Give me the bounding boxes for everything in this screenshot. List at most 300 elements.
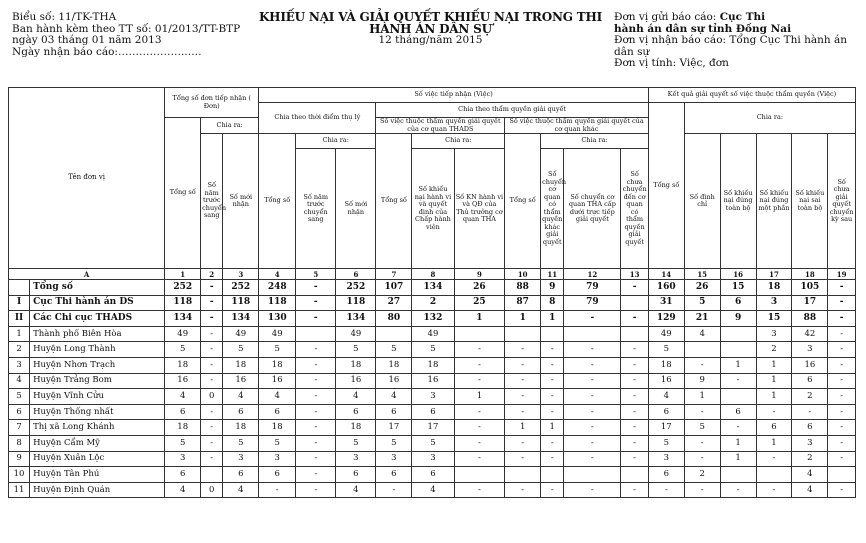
cell-col-8: 5	[412, 342, 454, 358]
cell-col-2: -	[201, 420, 223, 436]
cell-col-7: 27	[376, 295, 412, 311]
cell-col-15: -	[684, 435, 720, 451]
index-cell: 13	[621, 269, 648, 280]
header-center	[258, 11, 603, 47]
cell-col-19: -	[828, 295, 856, 311]
col-received-split: Chia ra:	[201, 118, 259, 134]
cell-col-14: 17	[648, 420, 684, 436]
cell-col-6: 252	[336, 280, 376, 296]
cell-col-15: 1	[684, 389, 720, 405]
cell-col-18: 105	[792, 280, 828, 296]
col-by-authority: Chia theo thẩm quyền giải quyết	[376, 103, 648, 118]
cell-col-16: 6	[720, 404, 756, 420]
cell-col-18: 17	[792, 295, 828, 311]
col-received-total: Tổng số đơn tiếp nhận ( Đơn)	[165, 88, 259, 118]
index-cell: 11	[541, 269, 564, 280]
row-number: 8	[9, 435, 30, 451]
cell-col-2: -	[201, 326, 223, 342]
cell-col-13: -	[621, 357, 648, 373]
col-other-split: Chia ra:	[541, 134, 649, 149]
cell-col-13: -	[621, 373, 648, 389]
cell-col-11: -	[541, 357, 564, 373]
col-cases-received: Số việc tiếp nhận (Việc)	[259, 88, 649, 103]
cell-col-2: 0	[201, 482, 223, 498]
cell-col-5: -	[296, 420, 336, 436]
cell-col-14: 160	[648, 280, 684, 296]
index-cell: 2	[201, 269, 223, 280]
cell-col-6: 49	[336, 326, 376, 342]
cell-col-19: -	[828, 389, 856, 405]
row-number: 10	[9, 467, 30, 483]
cell-col-18: 16	[792, 357, 828, 373]
col-unit-name: Tên đơn vị	[9, 88, 165, 269]
cell-col-15: 5	[684, 295, 720, 311]
row-number: 4	[9, 373, 30, 389]
cell-col-8: 3	[412, 451, 454, 467]
report-title-line2: HÀNH ÁN DÂN SỰ	[369, 22, 492, 36]
cell-col-10: -	[505, 482, 541, 498]
cell-col-4: 3	[259, 451, 296, 467]
complaint-statistics-table	[8, 87, 856, 498]
cell-col-11: -	[541, 342, 564, 358]
cell-col-7: 4	[376, 389, 412, 405]
row-number: I	[9, 295, 30, 311]
col-7-total: Tổng số	[376, 134, 412, 269]
index-cell: 12	[564, 269, 621, 280]
row-number	[9, 280, 30, 296]
cell-col-14: -	[648, 482, 684, 498]
cell-col-8: 18	[412, 357, 454, 373]
cell-col-18: 6	[792, 373, 828, 389]
cell-col-1: 5	[165, 435, 201, 451]
cell-col-4: 130	[259, 311, 296, 327]
issued-date: ngày 03 tháng 01 năm 2013	[12, 34, 162, 46]
cell-col-6: 18	[336, 420, 376, 436]
cell-col-14: 16	[648, 373, 684, 389]
cell-col-16: 1	[720, 357, 756, 373]
cell-col-5: -	[296, 435, 336, 451]
cell-col-17: 2	[756, 342, 792, 358]
cell-col-19: -	[828, 404, 856, 420]
cell-col-2: -	[201, 280, 223, 296]
cell-col-12: -	[564, 357, 621, 373]
cell-col-1: 16	[165, 373, 201, 389]
cell-col-5: -	[296, 295, 336, 311]
cell-col-2: 0	[201, 389, 223, 405]
cell-col-13	[621, 467, 648, 483]
cell-col-8: 4	[412, 482, 454, 498]
cell-col-7	[376, 326, 412, 342]
unit-name: Huyện Định Quán	[30, 482, 165, 498]
cell-col-12: -	[564, 342, 621, 358]
cell-col-6: 5	[336, 342, 376, 358]
cell-col-2: -	[201, 357, 223, 373]
cell-col-19: -	[828, 482, 856, 498]
table-row	[9, 467, 856, 483]
cell-col-12	[564, 326, 621, 342]
cell-col-11	[541, 326, 564, 342]
cell-col-3: 4	[223, 482, 259, 498]
receiver-cont: dân sự	[614, 45, 650, 58]
cell-col-18: 3	[792, 435, 828, 451]
cell-col-3: 6	[223, 404, 259, 420]
header-left	[12, 12, 262, 58]
cell-col-1: 4	[165, 482, 201, 498]
cell-col-9: 26	[454, 280, 505, 296]
cell-col-16: 15	[720, 280, 756, 296]
cell-col-13: -	[621, 482, 648, 498]
index-cell: 4	[259, 269, 296, 280]
cell-col-14: 5	[648, 342, 684, 358]
reporter-name-cont: hành án dân sự tỉnh Đồng Nai	[614, 22, 792, 35]
index-cell: 17	[756, 269, 792, 280]
cell-col-9	[454, 326, 505, 342]
cell-col-12: 79	[564, 295, 621, 311]
cell-col-2: -	[201, 435, 223, 451]
cell-col-18: -	[792, 404, 828, 420]
cell-col-19	[828, 467, 856, 483]
cell-col-8: 132	[412, 311, 454, 327]
table-row	[9, 420, 856, 436]
cell-col-18: 4	[792, 467, 828, 483]
cell-col-17: 15	[756, 311, 792, 327]
cell-col-8: 6	[412, 404, 454, 420]
col-other-authority: Số việc thuộc thẩm quyền giải quyết của cơ quan khác	[505, 118, 649, 134]
cell-col-5: -	[296, 373, 336, 389]
cell-col-10: -	[505, 373, 541, 389]
cell-col-1: 18	[165, 357, 201, 373]
cell-col-12: -	[564, 373, 621, 389]
cell-col-19: -	[828, 342, 856, 358]
cell-col-9: -	[454, 420, 505, 436]
cell-col-7: 3	[376, 451, 412, 467]
cell-col-9	[454, 467, 505, 483]
cell-col-18: 2	[792, 389, 828, 405]
cell-col-16	[720, 326, 756, 342]
col-11-transfer-other: Số chuyển cơ quan có thẩm quyền khác giải quyết	[541, 149, 564, 269]
cell-col-4: 5	[259, 342, 296, 358]
table-row	[9, 280, 856, 296]
cell-col-4: 4	[259, 389, 296, 405]
cell-col-17: -	[756, 482, 792, 498]
cell-col-15: 26	[684, 280, 720, 296]
cell-col-11: -	[541, 389, 564, 405]
unit-name: Thị xã Long Khánh	[30, 420, 165, 436]
cell-col-6: 5	[336, 435, 376, 451]
cell-col-13: -	[621, 389, 648, 405]
cell-col-8: 134	[412, 280, 454, 296]
cell-col-1: 134	[165, 311, 201, 327]
cell-col-6: 134	[336, 311, 376, 327]
cell-col-3: 49	[223, 326, 259, 342]
cell-col-4: 49	[259, 326, 296, 342]
cell-col-16	[720, 389, 756, 405]
col-17-partly-correct: Số khiếu nại đúng một phần	[756, 134, 792, 269]
cell-col-17: 3	[756, 326, 792, 342]
cell-col-2: -	[201, 373, 223, 389]
cell-col-16	[720, 342, 756, 358]
index-cell: 19	[828, 269, 856, 280]
index-cell: A	[9, 269, 165, 280]
cell-col-2: -	[201, 342, 223, 358]
index-cell: 15	[684, 269, 720, 280]
index-cell: 8	[412, 269, 454, 280]
table-row	[9, 295, 856, 311]
cell-col-17: -	[756, 404, 792, 420]
cell-col-10: -	[505, 357, 541, 373]
cell-col-4: -	[259, 482, 296, 498]
cell-col-7: 18	[376, 357, 412, 373]
table-row	[9, 482, 856, 498]
cell-col-11: 8	[541, 295, 564, 311]
cell-col-16	[720, 467, 756, 483]
cell-col-12: -	[564, 451, 621, 467]
cell-col-12: -	[564, 404, 621, 420]
cell-col-8: 16	[412, 373, 454, 389]
cell-col-9: 1	[454, 311, 505, 327]
cell-col-5: -	[296, 280, 336, 296]
cell-col-14: 6	[648, 467, 684, 483]
cell-col-13	[621, 295, 648, 311]
cell-col-7: 5	[376, 342, 412, 358]
cell-col-5: -	[296, 482, 336, 498]
col-2-carried: Số năm trước chuyển sang	[201, 134, 223, 269]
unit-label: Đơn vị tính: Việc, đơn	[614, 57, 729, 69]
cell-col-15: 4	[684, 326, 720, 342]
row-number: 11	[9, 482, 30, 498]
cell-col-17	[756, 467, 792, 483]
cell-col-4: 248	[259, 280, 296, 296]
cell-col-12	[564, 467, 621, 483]
table-row	[9, 311, 856, 327]
cell-col-11: 9	[541, 280, 564, 296]
reporter-label: Đơn vị gửi báo cáo:	[614, 11, 720, 23]
cell-col-7: 107	[376, 280, 412, 296]
cell-col-10: -	[505, 342, 541, 358]
cell-col-3: 5	[223, 435, 259, 451]
col-time-split: Chia ra:	[296, 134, 376, 149]
cell-col-9: -	[454, 357, 505, 373]
table-row	[9, 451, 856, 467]
cell-col-6: 118	[336, 295, 376, 311]
table-row	[9, 373, 856, 389]
cell-col-3: 3	[223, 451, 259, 467]
row-number: 7	[9, 420, 30, 436]
unit-name: Huyện Tân Phú	[30, 467, 165, 483]
col-12-transfer-lower: Số chuyển cơ quan THA cấp dưới trực tiếp giải quyết	[564, 149, 621, 269]
col-1-total: Tổng số	[165, 118, 201, 269]
cell-col-16: -	[720, 420, 756, 436]
col-results: Kết quả giải quyết số việc thuộc thẩm quyền (Việc)	[648, 88, 855, 103]
cell-col-5: -	[296, 451, 336, 467]
cell-col-19: -	[828, 435, 856, 451]
col-thads-split: Chia ra:	[412, 134, 505, 149]
cell-col-12: -	[564, 482, 621, 498]
col-4-total: Tổng số	[259, 134, 296, 269]
reporter-name: Cục Thi	[719, 11, 766, 23]
cell-col-1: 49	[165, 326, 201, 342]
cell-col-8: 5	[412, 435, 454, 451]
cell-col-3: 252	[223, 280, 259, 296]
cell-col-10: -	[505, 389, 541, 405]
cell-col-13: -	[621, 342, 648, 358]
cell-col-18: 42	[792, 326, 828, 342]
cell-col-19: -	[828, 311, 856, 327]
cell-col-13: -	[621, 404, 648, 420]
index-cell: 3	[223, 269, 259, 280]
cell-col-6: 4	[336, 389, 376, 405]
unit-name: Các Chi cục THADS	[30, 311, 165, 327]
cell-col-10	[505, 326, 541, 342]
row-number: 9	[9, 451, 30, 467]
cell-col-6: 18	[336, 357, 376, 373]
cell-col-14: 4	[648, 389, 684, 405]
cell-col-12: -	[564, 389, 621, 405]
table-row	[9, 326, 856, 342]
cell-col-4: 6	[259, 404, 296, 420]
index-cell: 7	[376, 269, 412, 280]
cell-col-9: -	[454, 342, 505, 358]
cell-col-14: 18	[648, 357, 684, 373]
col-8-executor: Số khiếu nại hành vi và quyết định của Chấp hành viên	[412, 149, 454, 269]
cell-col-5: -	[296, 467, 336, 483]
header-right	[614, 12, 864, 70]
cell-col-8: 3	[412, 389, 454, 405]
cell-col-18: 88	[792, 311, 828, 327]
table-row	[9, 404, 856, 420]
cell-col-3: 18	[223, 420, 259, 436]
cell-col-10: 1	[505, 420, 541, 436]
col-18-wrong: Số khiếu nại sai toàn bộ	[792, 134, 828, 269]
cell-col-10: 87	[505, 295, 541, 311]
col-6-new: Số mới nhận	[336, 149, 376, 269]
index-cell: 6	[336, 269, 376, 280]
cell-col-14: 5	[648, 435, 684, 451]
cell-col-10: 88	[505, 280, 541, 296]
table-body	[9, 269, 856, 498]
unit-name: Huyện Cẩm Mỹ	[30, 435, 165, 451]
cell-col-5: -	[296, 342, 336, 358]
cell-col-9: -	[454, 482, 505, 498]
cell-col-6: 6	[336, 404, 376, 420]
cell-col-11	[541, 467, 564, 483]
cell-col-19: -	[828, 451, 856, 467]
index-cell: 5	[296, 269, 336, 280]
cell-col-11: 1	[541, 420, 564, 436]
unit-name: Cục Thi hành án DS	[30, 295, 165, 311]
cell-col-13	[621, 326, 648, 342]
cell-col-15: -	[684, 357, 720, 373]
cell-col-16: -	[720, 482, 756, 498]
cell-col-3: 5	[223, 342, 259, 358]
cell-col-1: 3	[165, 451, 201, 467]
cell-col-17: 1	[756, 373, 792, 389]
col-thads-authority: Số việc thuộc thẩm quyền giải quyết của cơ quan THADS	[376, 118, 505, 134]
cell-col-3: 134	[223, 311, 259, 327]
cell-col-17: 3	[756, 295, 792, 311]
cell-col-11: -	[541, 435, 564, 451]
cell-col-18: 2	[792, 451, 828, 467]
unit-name: Tổng số	[30, 280, 165, 296]
cell-col-11: -	[541, 373, 564, 389]
report-title-line1: KHIẾU NẠI VÀ GIẢI QUYẾT KHIẾU NẠI TRONG THI	[258, 10, 603, 24]
cell-col-2: -	[201, 295, 223, 311]
received-date: Ngày nhận báo cáo:……………….…..	[12, 45, 202, 58]
cell-col-9: -	[454, 435, 505, 451]
cell-col-7: 16	[376, 373, 412, 389]
cell-col-15: 9	[684, 373, 720, 389]
index-cell: 14	[648, 269, 684, 280]
cell-col-2: -	[201, 451, 223, 467]
cell-col-15: 2	[684, 467, 720, 483]
col-13-not-transferred: Số chưa chuyển đến cơ quan có thẩm quyền giải quyết	[621, 149, 648, 269]
cell-col-18: 3	[792, 342, 828, 358]
table-row	[9, 435, 856, 451]
cell-col-5: -	[296, 311, 336, 327]
cell-col-9: -	[454, 373, 505, 389]
cell-col-2	[201, 467, 223, 483]
cell-col-3: 16	[223, 373, 259, 389]
table-row	[9, 357, 856, 373]
index-cell: 1	[165, 269, 201, 280]
cell-col-19: -	[828, 420, 856, 436]
cell-col-17: 1	[756, 389, 792, 405]
cell-col-17: 18	[756, 280, 792, 296]
cell-col-16: 9	[720, 311, 756, 327]
cell-col-1: 6	[165, 404, 201, 420]
row-number: II	[9, 311, 30, 327]
cell-col-2: -	[201, 311, 223, 327]
report-period: 12 tháng/năm 2015	[378, 34, 483, 46]
cell-col-4: 118	[259, 295, 296, 311]
cell-col-18: 6	[792, 420, 828, 436]
cell-col-15: -	[684, 404, 720, 420]
cell-col-17: 1	[756, 357, 792, 373]
row-number: 5	[9, 389, 30, 405]
cell-col-14: 31	[648, 295, 684, 311]
cell-col-3: 18	[223, 357, 259, 373]
table-row	[9, 342, 856, 358]
cell-col-18: 4	[792, 482, 828, 498]
col-5-carried: Số năm trước chuyển sang	[296, 149, 336, 269]
cell-col-9: -	[454, 404, 505, 420]
cell-col-1: 4	[165, 389, 201, 405]
cell-col-13: -	[621, 420, 648, 436]
cell-col-4: 18	[259, 357, 296, 373]
cell-col-14: 3	[648, 451, 684, 467]
form-number: Biểu số: 11/TK-THA	[12, 11, 117, 23]
col-14-total: Tổng số	[648, 103, 684, 269]
index-cell: 16	[720, 269, 756, 280]
cell-col-10: -	[505, 451, 541, 467]
cell-col-8: 2	[412, 295, 454, 311]
cell-col-19: -	[828, 357, 856, 373]
cell-col-1: 5	[165, 342, 201, 358]
issued-with: Ban hành kèm theo TT số: 01/2013/TT-BTP	[12, 22, 241, 35]
cell-col-14: 49	[648, 326, 684, 342]
cell-col-6: 6	[336, 467, 376, 483]
unit-name: Huyện Xuân Lộc	[30, 451, 165, 467]
cell-col-11: -	[541, 451, 564, 467]
cell-col-5: -	[296, 357, 336, 373]
unit-name: Huyện Long Thành	[30, 342, 165, 358]
cell-col-7: 17	[376, 420, 412, 436]
cell-col-4: 18	[259, 420, 296, 436]
cell-col-15: -	[684, 451, 720, 467]
receiver: Đơn vị nhận báo cáo: Tổng Cục Thi hành án	[614, 34, 848, 46]
cell-col-19: -	[828, 373, 856, 389]
cell-col-1: 6	[165, 467, 201, 483]
